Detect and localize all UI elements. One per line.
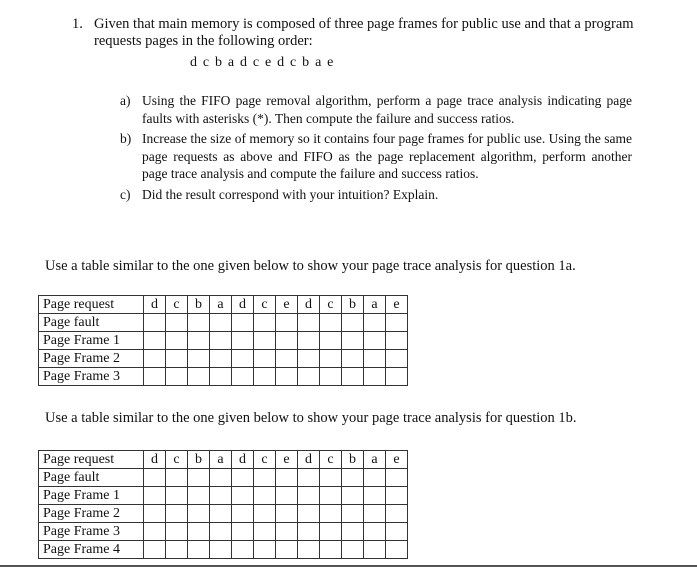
empty-cell — [320, 368, 342, 386]
page-request-cell: e — [386, 451, 408, 469]
empty-cell — [386, 314, 408, 332]
empty-cell — [166, 523, 188, 541]
empty-cell — [254, 469, 276, 487]
page-request-label: Page request — [39, 451, 144, 469]
question-number: 1. — [72, 16, 83, 32]
empty-cell — [232, 469, 254, 487]
table-row — [39, 368, 408, 386]
part-b — [120, 130, 632, 183]
empty-cell — [254, 505, 276, 523]
empty-cell — [210, 368, 232, 386]
empty-cell — [298, 368, 320, 386]
empty-cell — [188, 487, 210, 505]
empty-cell — [254, 487, 276, 505]
empty-cell — [320, 505, 342, 523]
empty-cell — [166, 541, 188, 559]
page-request-cell: d — [232, 451, 254, 469]
empty-cell — [254, 523, 276, 541]
table-1b-caption: Use a table similar to the one given below to show your page trace analysis for question 1b. — [45, 410, 577, 426]
empty-cell — [144, 487, 166, 505]
empty-cell — [276, 350, 298, 368]
empty-cell — [144, 541, 166, 559]
empty-cell — [210, 541, 232, 559]
row-label: Page Frame 3 — [39, 523, 144, 541]
page-request-cell: d — [144, 296, 166, 314]
page-trace-table-1b — [38, 450, 408, 559]
empty-cell — [210, 350, 232, 368]
empty-cell — [166, 368, 188, 386]
empty-cell — [188, 314, 210, 332]
empty-cell — [166, 469, 188, 487]
empty-cell — [188, 368, 210, 386]
empty-cell — [232, 368, 254, 386]
empty-cell — [210, 332, 232, 350]
page-request-cell: d — [232, 296, 254, 314]
empty-cell — [342, 368, 364, 386]
row-label: Page Frame 4 — [39, 541, 144, 559]
empty-cell — [144, 469, 166, 487]
page-request-cell: c — [166, 451, 188, 469]
empty-cell — [166, 487, 188, 505]
empty-cell — [166, 314, 188, 332]
part-c-label: c) — [120, 186, 131, 202]
page-request-cell: e — [276, 296, 298, 314]
empty-cell — [210, 523, 232, 541]
empty-cell — [254, 368, 276, 386]
empty-cell — [188, 332, 210, 350]
empty-cell — [210, 505, 232, 523]
page-request-cell: c — [166, 296, 188, 314]
empty-cell — [166, 350, 188, 368]
empty-cell — [298, 314, 320, 332]
row-label: Page Frame 1 — [39, 487, 144, 505]
part-a-label: a) — [120, 93, 131, 108]
empty-cell — [144, 523, 166, 541]
empty-cell — [254, 314, 276, 332]
empty-cell — [342, 487, 364, 505]
empty-cell — [342, 350, 364, 368]
empty-cell — [342, 541, 364, 559]
page-trace-table-1a — [38, 295, 408, 386]
empty-cell — [276, 487, 298, 505]
empty-cell — [342, 469, 364, 487]
empty-cell — [298, 541, 320, 559]
page-request-cell: d — [144, 451, 166, 469]
table-row — [39, 350, 408, 368]
empty-cell — [210, 469, 232, 487]
row-label: Page Frame 2 — [39, 505, 144, 523]
empty-cell — [144, 350, 166, 368]
empty-cell — [232, 350, 254, 368]
row-label: Page Frame 2 — [39, 350, 144, 368]
page-request-cell: a — [364, 451, 386, 469]
empty-cell — [144, 332, 166, 350]
empty-cell — [298, 523, 320, 541]
empty-cell — [386, 368, 408, 386]
page-request-cell: c — [254, 451, 276, 469]
table-header-row — [39, 451, 408, 469]
empty-cell — [320, 332, 342, 350]
empty-cell — [210, 487, 232, 505]
empty-cell — [166, 505, 188, 523]
empty-cell — [364, 350, 386, 368]
page-request-label: Page request — [39, 296, 144, 314]
page-request-cell: b — [188, 451, 210, 469]
empty-cell — [320, 487, 342, 505]
empty-cell — [386, 505, 408, 523]
part-a — [120, 92, 632, 127]
empty-cell — [364, 469, 386, 487]
empty-cell — [276, 332, 298, 350]
empty-cell — [276, 505, 298, 523]
empty-cell — [188, 350, 210, 368]
empty-cell — [364, 314, 386, 332]
empty-cell — [144, 314, 166, 332]
question-text: Given that main memory is composed of three page frames for public use and that a program requests pages in the following order: — [94, 16, 634, 49]
empty-cell — [188, 541, 210, 559]
empty-cell — [210, 314, 232, 332]
empty-cell — [386, 469, 408, 487]
page-request-cell: c — [254, 296, 276, 314]
page-request-cell: c — [320, 451, 342, 469]
empty-cell — [320, 523, 342, 541]
empty-cell — [298, 350, 320, 368]
empty-cell — [320, 469, 342, 487]
part-a-text: Using the FIFO page removal algorithm, perform a page trace analysis indicating page faults with asterisks (*). Then compute the failure and success ratios. — [142, 93, 632, 126]
empty-cell — [298, 332, 320, 350]
page-request-cell: b — [188, 296, 210, 314]
empty-cell — [276, 314, 298, 332]
question-parts — [120, 92, 632, 206]
table-row — [39, 332, 408, 350]
empty-cell — [254, 350, 276, 368]
page-request-cell: d — [298, 451, 320, 469]
empty-cell — [144, 368, 166, 386]
table-row — [39, 314, 408, 332]
page-request-cell: a — [210, 451, 232, 469]
empty-cell — [364, 505, 386, 523]
empty-cell — [320, 541, 342, 559]
empty-cell — [364, 487, 386, 505]
page-request-cell: b — [342, 451, 364, 469]
part-c — [120, 186, 632, 204]
empty-cell — [298, 505, 320, 523]
empty-cell — [166, 332, 188, 350]
table-header-row — [39, 296, 408, 314]
table-1a-caption: Use a table similar to the one given below to show your page trace analysis for question 1a. — [45, 258, 576, 274]
table-row — [39, 487, 408, 505]
empty-cell — [386, 332, 408, 350]
row-label: Page fault — [39, 469, 144, 487]
empty-cell — [320, 314, 342, 332]
empty-cell — [364, 541, 386, 559]
empty-cell — [342, 505, 364, 523]
part-c-text: Did the result correspond with your intuition? Explain. — [142, 186, 439, 202]
part-b-text: Increase the size of memory so it contains four page frames for public use. Using the same page requests as above and FIFO as the page replacement algorithm, perform another page trace analysis and compute the failure and success ratios. — [142, 131, 632, 181]
empty-cell — [276, 469, 298, 487]
table-row — [39, 469, 408, 487]
empty-cell — [232, 523, 254, 541]
page-request-cell: b — [342, 296, 364, 314]
page-request-cell: d — [298, 296, 320, 314]
empty-cell — [254, 541, 276, 559]
page-request-cell: a — [210, 296, 232, 314]
table-row — [39, 505, 408, 523]
empty-cell — [144, 505, 166, 523]
page-request-cell: c — [320, 296, 342, 314]
empty-cell — [386, 541, 408, 559]
empty-cell — [232, 541, 254, 559]
empty-cell — [298, 487, 320, 505]
empty-cell — [254, 332, 276, 350]
empty-cell — [364, 332, 386, 350]
empty-cell — [320, 350, 342, 368]
page-request-cell: e — [276, 451, 298, 469]
empty-cell — [364, 368, 386, 386]
empty-cell — [276, 541, 298, 559]
empty-cell — [232, 314, 254, 332]
empty-cell — [232, 505, 254, 523]
empty-cell — [188, 469, 210, 487]
page-request-cell: e — [386, 296, 408, 314]
empty-cell — [386, 350, 408, 368]
page-request-cell: a — [364, 296, 386, 314]
empty-cell — [188, 505, 210, 523]
empty-cell — [232, 332, 254, 350]
row-label: Page Frame 3 — [39, 368, 144, 386]
empty-cell — [342, 314, 364, 332]
page-request-sequence: d c b a d c e d c b a e — [190, 55, 335, 70]
empty-cell — [276, 523, 298, 541]
part-b-label: b) — [120, 131, 132, 146]
empty-cell — [232, 487, 254, 505]
table-row — [39, 541, 408, 559]
empty-cell — [188, 523, 210, 541]
table-row — [39, 523, 408, 541]
row-label: Page fault — [39, 314, 144, 332]
empty-cell — [386, 523, 408, 541]
empty-cell — [298, 469, 320, 487]
empty-cell — [386, 487, 408, 505]
empty-cell — [276, 368, 298, 386]
empty-cell — [342, 332, 364, 350]
empty-cell — [364, 523, 386, 541]
row-label: Page Frame 1 — [39, 332, 144, 350]
empty-cell — [342, 523, 364, 541]
